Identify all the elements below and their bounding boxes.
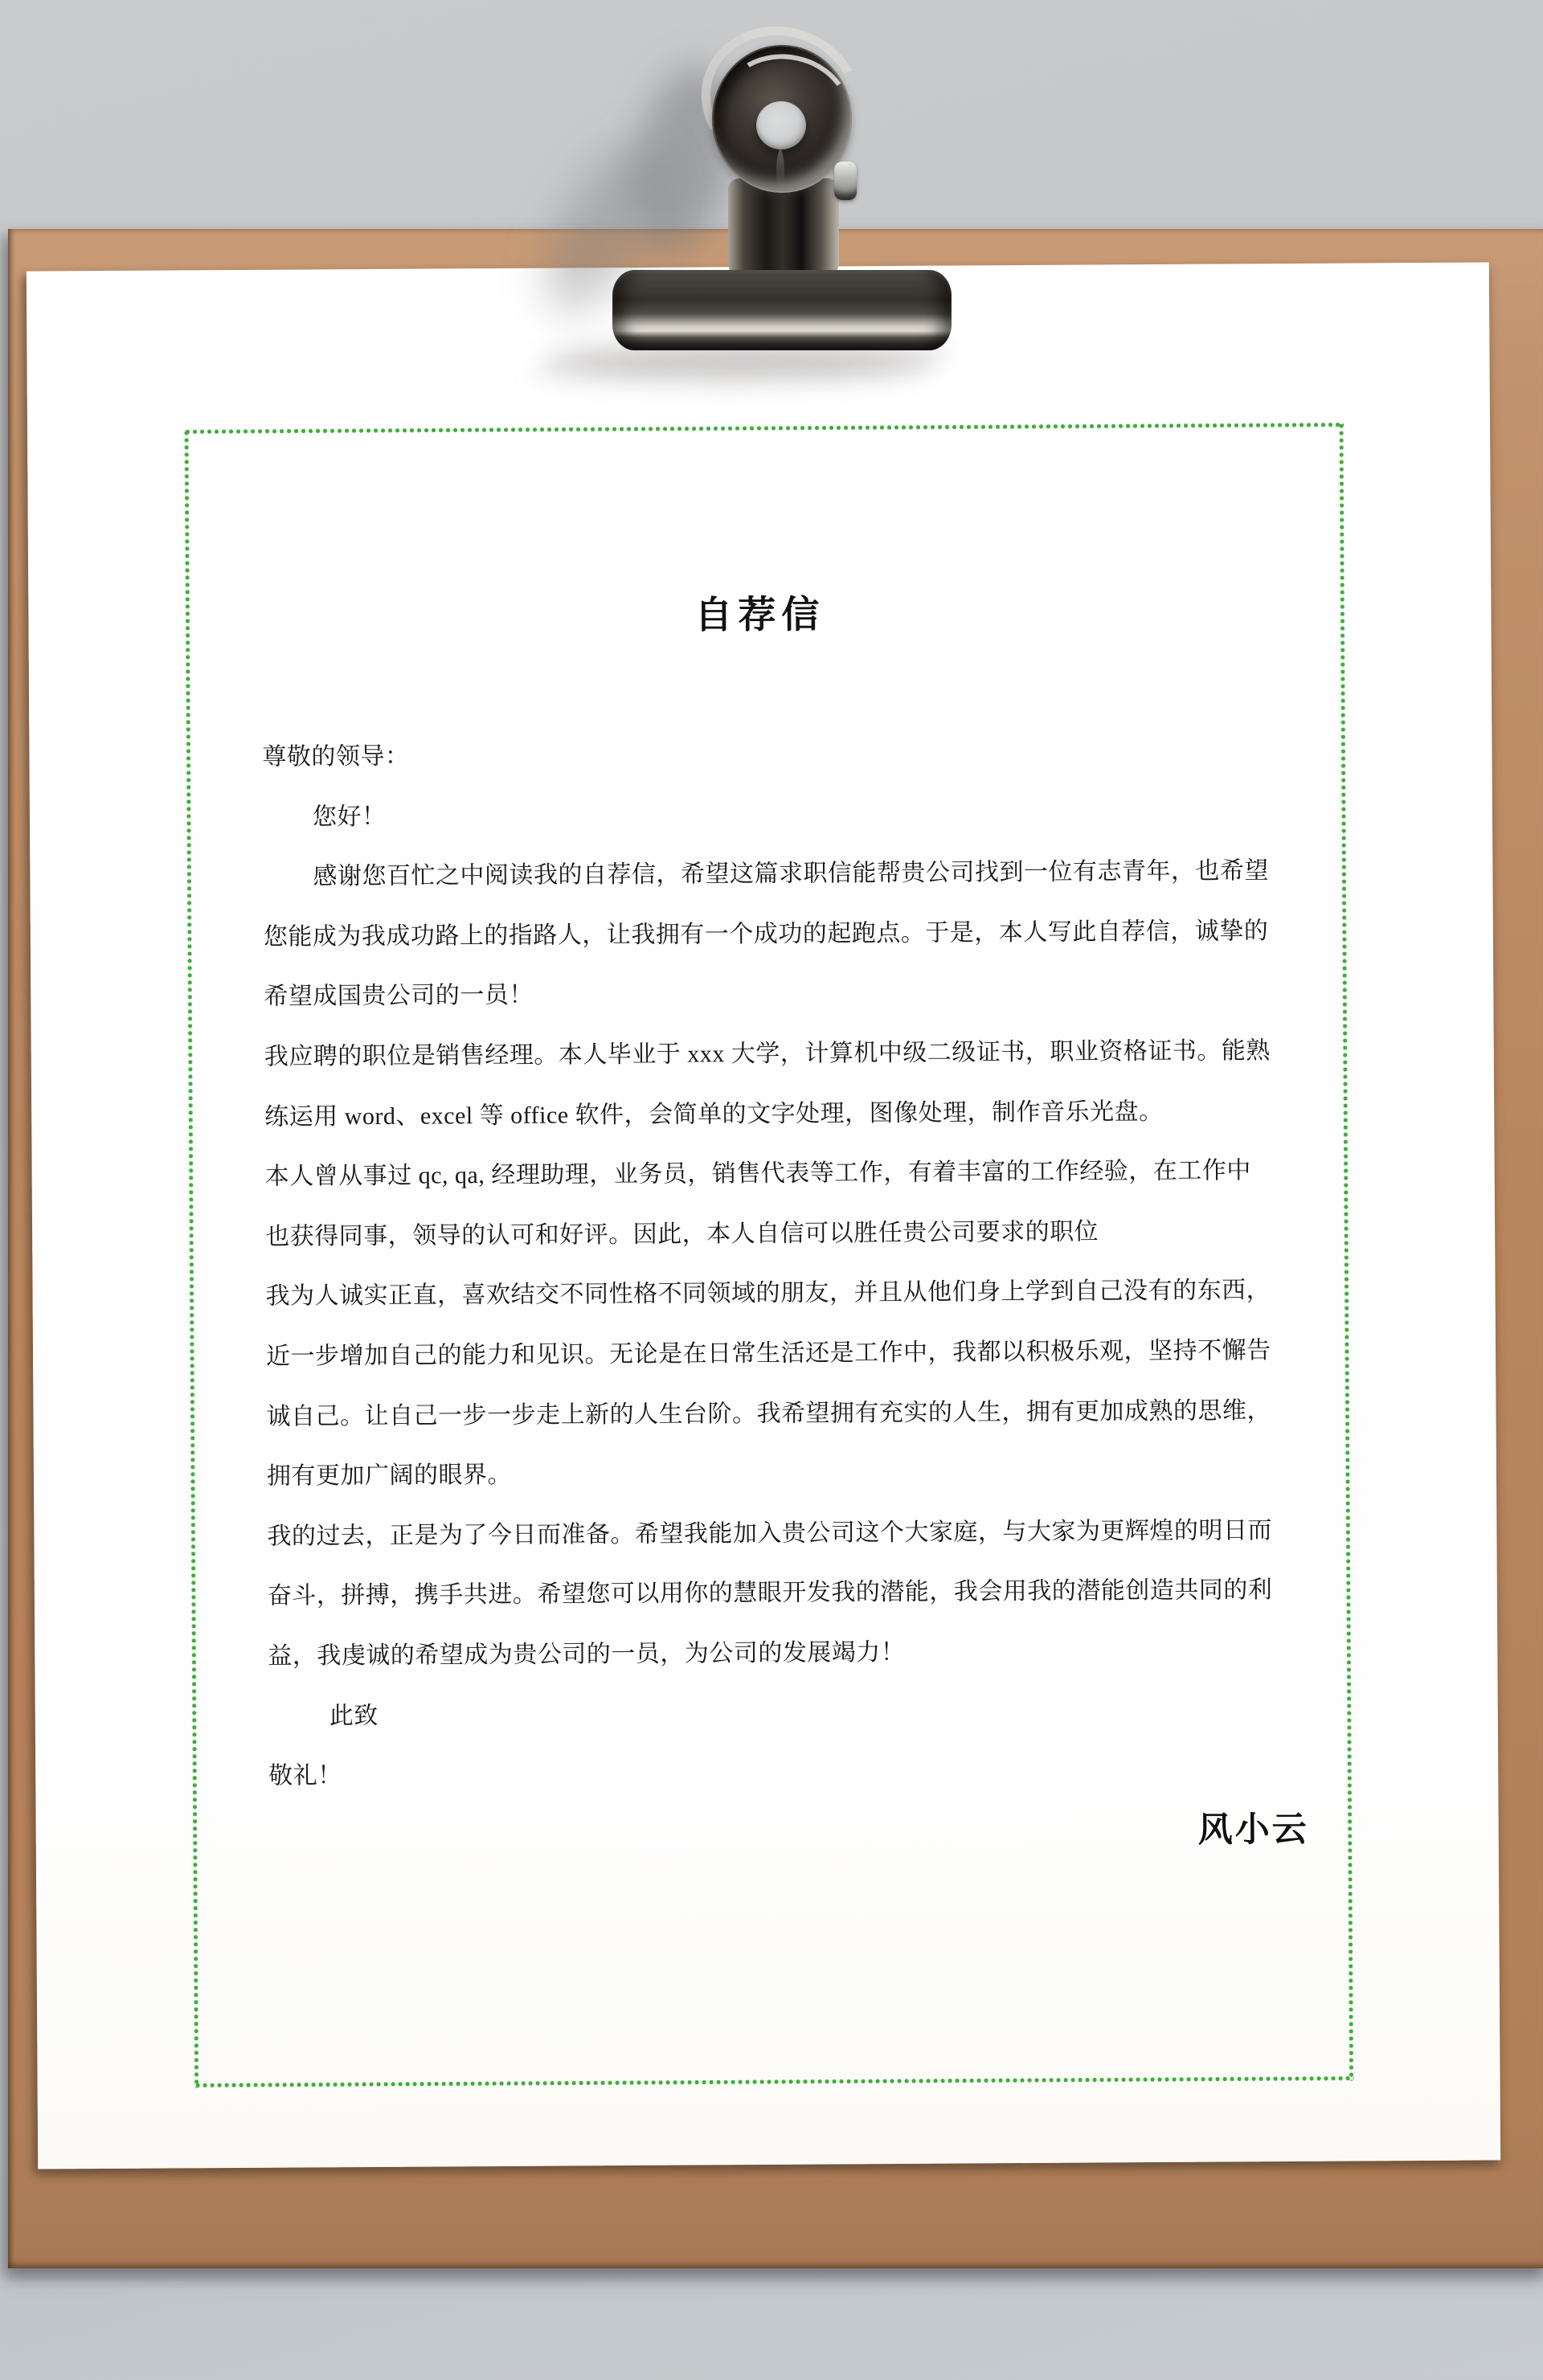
letter-line: 您好！ [312,803,387,831]
letter-line: 本人曾从事过 qc, qa, 经理助理，业务员，销售代表等工作，有着丰富的工作经验，在工作中 [264,1157,1251,1190]
signature: 风小云 [1197,1810,1309,1850]
letter-line: 我的过去，正是为了今日而准备。希望我能加入贵公司这个大家庭，与大家为更辉煌的明日而 [267,1516,1273,1550]
letter-line-closing: 敬礼！ [268,1762,342,1789]
letter-body [262,722,1330,1871]
letter-line-closing: 此致 [329,1702,379,1729]
letter-line: 练运用 word、excel 等 office 软件，会简单的文字处理，图像处理，制作音乐光盘。 [264,1098,1164,1131]
letter-paper [27,262,1500,2169]
dotted-border-top [184,423,1344,435]
letter-line: 我为人诚实正直，喜欢结交不同性格不同领域的朋友，并且从他们身上学到自己没有的东西， [265,1277,1271,1311]
binder-clip-hinge [834,162,857,200]
dotted-border-left [184,429,199,2088]
letter-line: 感谢您百忙之中阅读我的自荐信，希望这篇求职信能帮贵公司找到一位有志青年，也希望 [313,857,1269,890]
letter-line: 近一步增加自己的能力和见识。无论是在日常生活还是工作中，我都以积极乐观，坚持不懈告 [265,1337,1271,1370]
letter-line: 希望成国贵公司的一员！ [264,982,534,1011]
letter-line: 我应聘的职位是销售经理。本人毕业于 xxx 大学，计算机中级二级证书，职业资格证书。能熟 [264,1037,1271,1070]
binder-clip-neck [728,178,839,283]
binder-clip-hole [756,101,806,149]
letter-line: 尊敬的领导： [262,742,410,771]
dotted-border-bottom [194,2076,1354,2088]
letter-line: 您能成为我成功路上的指路人，让我拥有一个成功的起跑点。于是，本人写此自荐信，诚挚的 [263,917,1269,951]
letter-line: 也获得同事，领导的认可和好评。因此，本人自信可以胜任贵公司要求的职位 [265,1218,1099,1250]
dotted-border-right [1339,423,1354,2081]
letter-line: 拥有更加广阔的眼界。 [266,1462,513,1490]
letter-line: 奋斗，拼搏，携手共进。希望您可以用你的慧眼开发我的潜能，我会用我的潜能创造共同的利 [267,1576,1273,1610]
letter-title: 自荐信 [694,594,825,637]
binder-clip-reflection [776,149,784,198]
letter-line: 诚自己。让自己一步一步走上新的人生台阶。我希望拥有充实的人生，拥有更加成熟的思维， [266,1397,1272,1430]
binder-clip-bar [612,270,952,350]
letter-line: 益，我虔诚的希望成为贵公司的一员，为公司的发展竭力！ [268,1638,906,1670]
